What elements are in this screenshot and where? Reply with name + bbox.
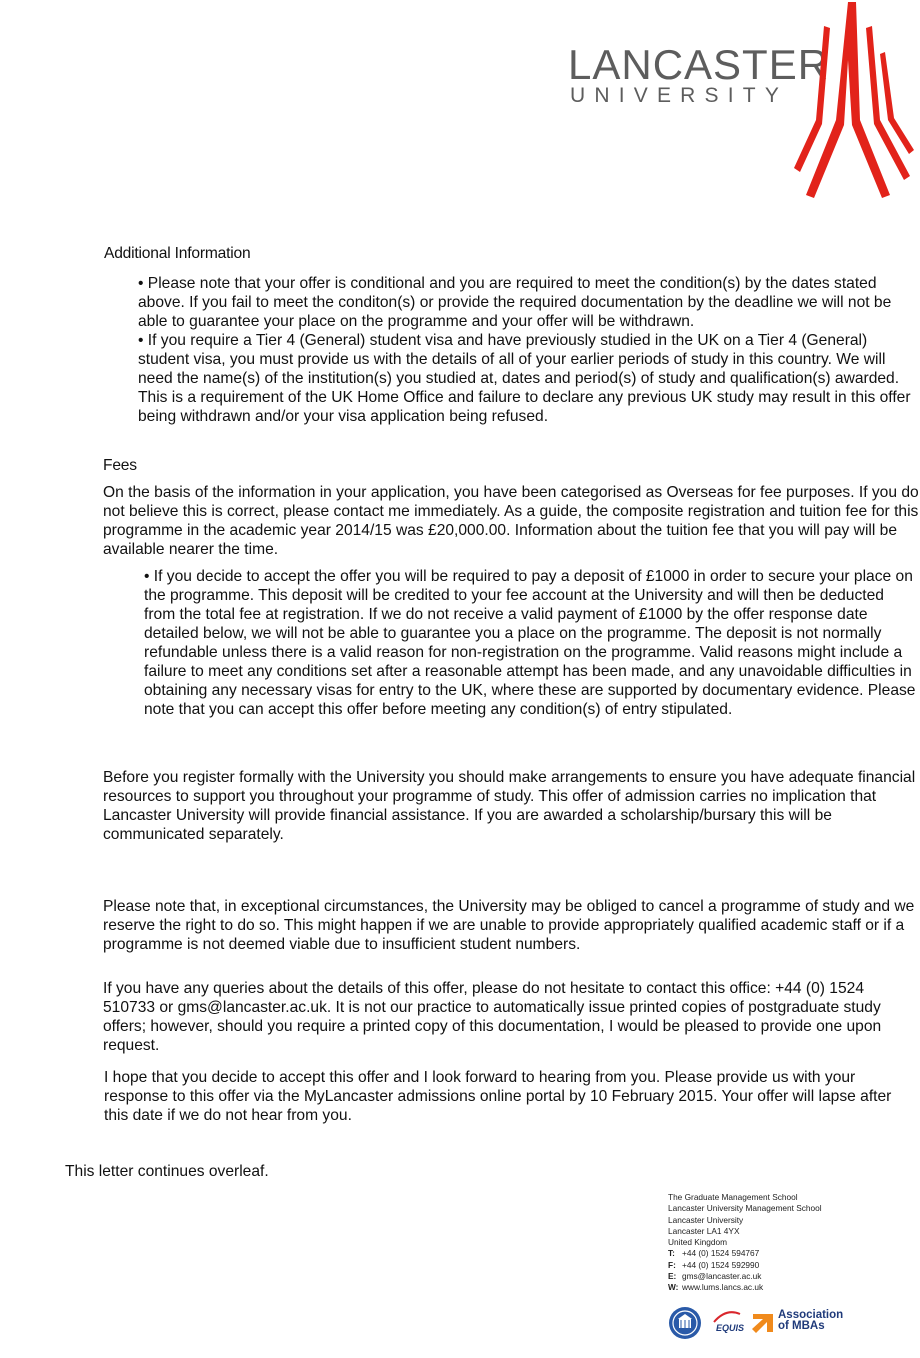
address-value: gms@lancaster.ac.uk (682, 1271, 762, 1282)
address-website (668, 1282, 908, 1293)
address-fax (668, 1260, 908, 1271)
additional-info-bullet-conditional: • Please note that your offer is conditional and you are required to meet the condition(s) by the dates stated above. If you fail to meet the conditon(s) or provide the required documentation by the deadline we will not be able to guarantee your place on the programme and your offer will be withdrawn. (138, 275, 892, 330)
aacsb-seal-icon (668, 1306, 702, 1340)
amba-arrow-icon (752, 1312, 776, 1334)
address-line: Lancaster University (668, 1214, 744, 1225)
financial-resources-paragraph: Before you register formally with the University you should make arrangements to ensure you have adequate financial resources to support you throughout your programme of study. This offer of admission carries no implication that Lancaster University will provide financial assistance. If you are awarded a scholarship/bursary this will be communicated separately. (103, 769, 916, 843)
address-line: The Graduate Management School (668, 1192, 798, 1202)
address-value: +44 (0) 1524 592990 (682, 1259, 760, 1270)
school-address-block (668, 1192, 908, 1294)
address-value: +44 (0) 1524 594767 (682, 1248, 760, 1259)
equis-logo (708, 1310, 748, 1338)
amba-line: Association (778, 1309, 844, 1321)
cancellation-paragraph: Please note that, in exceptional circumstances, the University may be obliged to cancel a programme of study and we reserve the right to do so. This might happen if we are unable to provide appropriately qualified academic staff or if a programme is not deemed viable due to insufficient student numbers. (103, 898, 915, 953)
address-telephone (668, 1248, 908, 1259)
closing-paragraph: I hope that you decide to accept this offer and I look forward to hearing from you. Please provide us with your response to this offer via the MyLancaster admissions online portal by 10 February 2015. Your offer will lapse after this date if we do not hear from you. (104, 1069, 892, 1124)
section-heading-additional-information: Additional Information (104, 245, 251, 262)
address-line: Lancaster LA1 4YX (668, 1225, 740, 1236)
lancaster-emblem-icon (790, 0, 920, 200)
queries-paragraph: If you have any queries about the details of this offer, please do not hesitate to contact this office: +44 (0) 1524 510733 or gms@lancaster.ac.uk. It is not our practice to automatically issue printed copies of postgraduate study offers; however, should you require a printed copy of this documentation, I would be pleased to provide one upon request. (103, 980, 882, 1054)
address-line: Lancaster University Management School (668, 1203, 822, 1214)
fees-paragraph: On the basis of the information in your application, you have been categorised as Overseas for fee purposes. If you do not believe this is correct, please contact me immediately. As a guide, the composite registration and tuition fee for this programme in the academic year 2014/15 was £20,000.00. Information about the tuition fee that you will pay will be available nearer the time. (103, 484, 919, 558)
address-email (668, 1271, 908, 1282)
university-logo (568, 0, 920, 200)
section-heading-fees: Fees (103, 457, 137, 474)
address-value: www.lums.lancs.ac.uk (682, 1282, 764, 1293)
amba-label (778, 1310, 843, 1332)
logo-wordmark-lancaster: LANCASTER (568, 41, 830, 88)
address-label: F: (668, 1259, 676, 1270)
equis-label: EQUIS (716, 1323, 745, 1333)
accreditation-logos (668, 1306, 868, 1340)
continues-overleaf-note: This letter continues overleaf. (65, 1163, 269, 1180)
equis-swoosh-icon (712, 1310, 742, 1324)
logo-wordmark-university: UNIVERSITY (570, 84, 789, 107)
amba-line: of MBAs (778, 1320, 825, 1332)
fees-deposit-bullet: • If you decide to accept the offer you will be required to pay a deposit of £1000 in order to secure your place on the programme. This deposit will be credited to your fee account at the University and will then be deducted from the total fee at registration. If we do not receive a valid payment of £1000 by the offer response date detailed below, we will not be able to guarantee you a place on the programme. The deposit is not normally refundable unless there is a valid reason for non-registration on the programme. Valid reasons might include a failure to meet any conditions set after a reasonable attempt has been made, and any unavoidable difficulties in obtaining any necessary visas for entry to the UK, where these are supported by documentary evidence. Please note that you can accept this offer before meeting any condition(s) of entry stipulated. (144, 568, 916, 718)
address-line: United Kingdom (668, 1237, 728, 1248)
address-label: T: (668, 1248, 675, 1259)
address-label: E: (668, 1271, 677, 1282)
additional-info-bullet-visa: • If you require a Tier 4 (General) student visa and have previously studied in the UK on a Tier 4 (General) student visa, you must provide us with the details of all of your earlier periods of study in this country. We will need the name(s) of the institution(s) you studied at, dates and period(s) of study and qualification(s) awarded. This is a requirement of the UK Home Office and failure to declare any previous UK study may result in this offer being withdrawn and/or your visa application being refused. (138, 332, 911, 425)
address-label: W: (668, 1282, 679, 1293)
